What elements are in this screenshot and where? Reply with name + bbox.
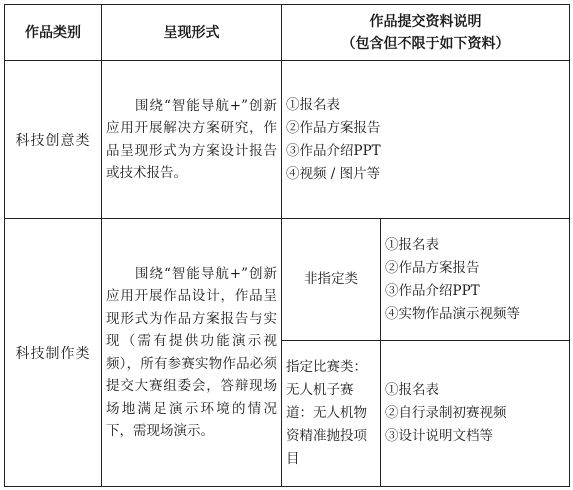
subcategory-cell: 指定比赛类：无人机子赛道：无人机物资精准抛投项目: [282, 341, 381, 487]
materials-list: [381, 379, 569, 448]
materials-list: [381, 234, 569, 326]
header-submission-note: （包含但不限于如下资料）: [341, 35, 510, 52]
header-category: 作品类别: [5, 5, 102, 61]
category-cell: 科技创意类: [5, 61, 102, 219]
list-item: ④视频 / 图片等: [286, 165, 381, 182]
materials-list: [282, 94, 569, 186]
submission-requirements-table: [4, 4, 570, 487]
header-submission: [282, 5, 570, 61]
list-item: ③设计说明文档等: [385, 428, 493, 444]
header-format: 呈现形式: [102, 5, 282, 61]
list-item: ①报名表: [385, 236, 439, 253]
list-item: ③作品介绍PPT: [286, 142, 381, 159]
list-item: ①报名表: [286, 96, 340, 113]
list-item: ①报名表: [385, 382, 439, 398]
description-text: 围绕“智能导航+”创新应用开展作品设计，作品呈现形式为作品方案报告与实现（需有提供功能演示视频），所有参赛实物作品必须提交大赛组委会，答辩现场场地满足演示环境的情况下，需现场演示。: [106, 265, 277, 439]
list-item: ④实物作品演示视频等: [385, 305, 520, 322]
materials-cell: [381, 219, 570, 341]
description-cell: [102, 61, 282, 219]
description-cell: [102, 219, 282, 487]
header-row: [5, 5, 570, 61]
list-item: ②作品方案报告: [385, 259, 480, 276]
list-item: ③作品介绍PPT: [385, 282, 480, 299]
subcategory-cell: 非指定类: [282, 219, 381, 341]
description-text: 围绕“智能导航+”创新应用开展解决方案研究，作品呈现形式为方案设计报告或技术报告。: [106, 97, 277, 181]
list-item: ②作品方案报告: [286, 119, 381, 136]
list-item: ②自行录制初赛视频: [385, 405, 507, 421]
header-submission-title: 作品提交资料说明: [369, 13, 482, 30]
table-row-tech-make-a: [5, 219, 570, 341]
category-cell: 科技制作类: [5, 219, 102, 487]
table-row-tech-idea: [5, 61, 570, 219]
materials-cell: [282, 61, 570, 219]
materials-cell: [381, 341, 570, 487]
